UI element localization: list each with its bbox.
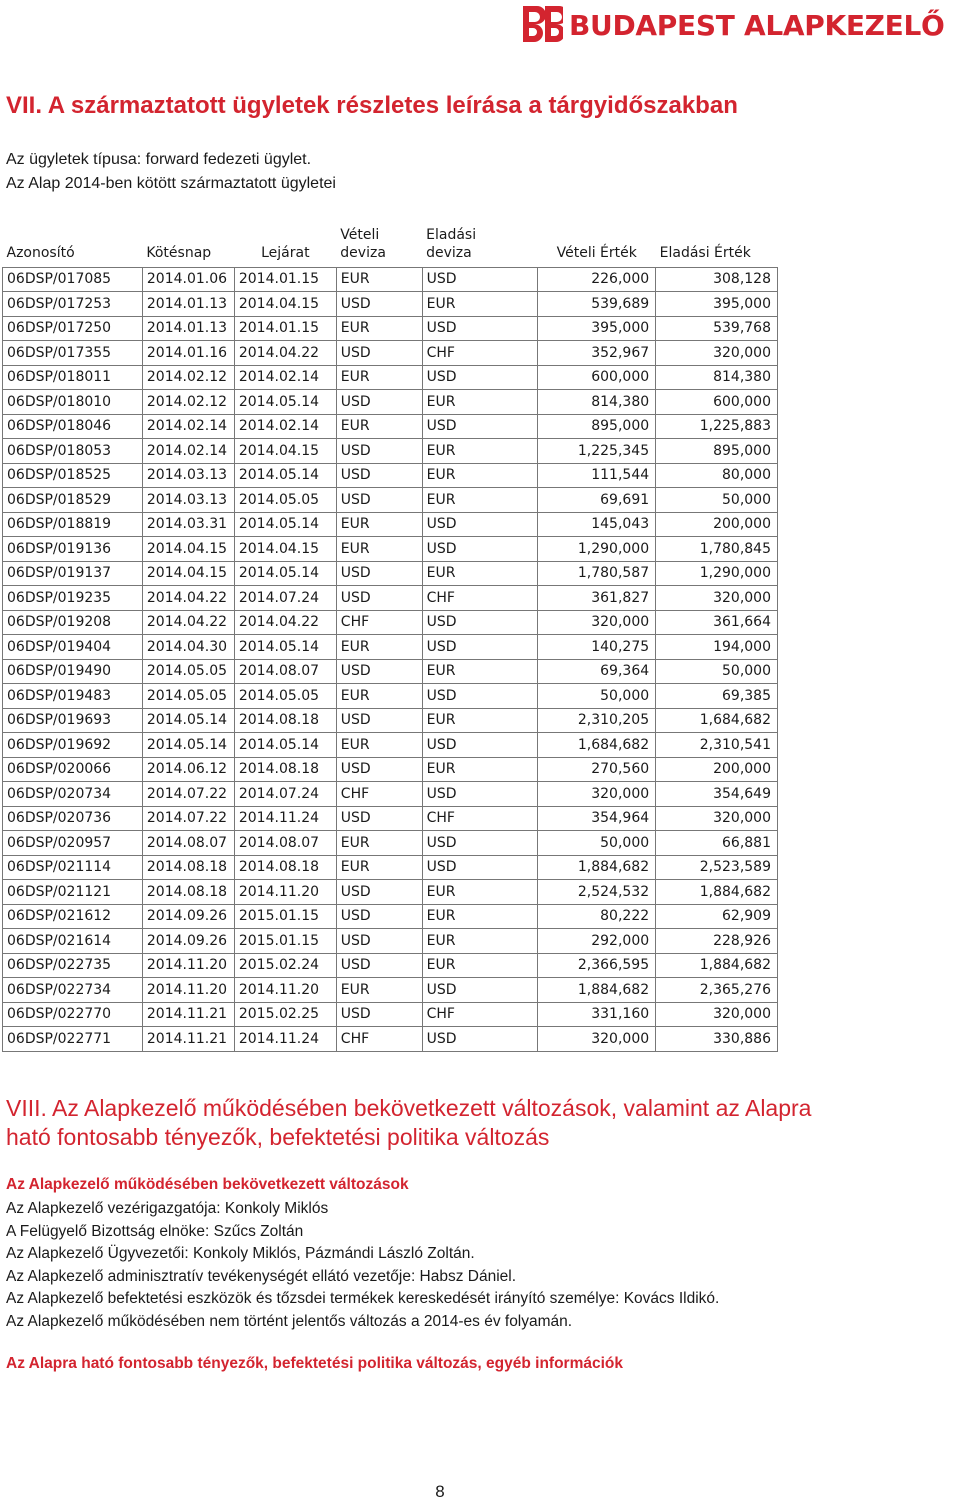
- cell-lejarat: 2014.05.05: [234, 488, 336, 513]
- cell-veteli-ertek: 2,524,532: [538, 880, 656, 905]
- cell-kotesnap: 2014.02.12: [142, 390, 234, 415]
- col-header-eladasi-deviza: [422, 222, 538, 267]
- cell-azonosito: 06DSP/017253: [3, 292, 143, 317]
- cell-veteli-ertek: 1,290,000: [538, 537, 656, 562]
- table-row: [3, 978, 778, 1003]
- cell-kotesnap: 2014.03.13: [142, 488, 234, 513]
- cell-lejarat: 2014.08.07: [234, 831, 336, 856]
- cell-azonosito: 06DSP/019693: [3, 708, 143, 733]
- cell-lejarat: 2014.05.14: [234, 512, 336, 537]
- cell-kotesnap: 2014.03.31: [142, 512, 234, 537]
- cell-eladasi-ertek: 66,881: [656, 831, 778, 856]
- cell-veteli-deviza: CHF: [336, 782, 422, 807]
- company-logo: [519, 2, 945, 48]
- table-row: [3, 414, 778, 439]
- cell-kotesnap: 2014.11.21: [142, 1027, 234, 1052]
- cell-eladasi-deviza: CHF: [422, 806, 538, 831]
- management-info: [6, 1198, 719, 1334]
- cell-veteli-ertek: 539,689: [538, 292, 656, 317]
- table-row: [3, 341, 778, 366]
- cell-azonosito: 06DSP/020736: [3, 806, 143, 831]
- cell-veteli-ertek: 1,884,682: [538, 978, 656, 1003]
- cell-veteli-deviza: EUR: [336, 512, 422, 537]
- cell-kotesnap: 2014.04.22: [142, 610, 234, 635]
- cell-eladasi-deviza: CHF: [422, 586, 538, 611]
- cell-eladasi-ertek: 320,000: [656, 1002, 778, 1027]
- cell-kotesnap: 2014.08.18: [142, 880, 234, 905]
- cell-veteli-ertek: 226,000: [538, 267, 656, 292]
- cell-lejarat: 2014.02.14: [234, 365, 336, 390]
- cell-veteli-deviza: USD: [336, 1002, 422, 1027]
- cell-kotesnap: 2014.07.22: [142, 806, 234, 831]
- cell-veteli-ertek: 270,560: [538, 757, 656, 782]
- cell-eladasi-deviza: EUR: [422, 488, 538, 513]
- cell-azonosito: 06DSP/018053: [3, 439, 143, 464]
- cell-veteli-ertek: 292,000: [538, 929, 656, 954]
- cell-eladasi-ertek: 361,664: [656, 610, 778, 635]
- cell-eladasi-deviza: EUR: [422, 463, 538, 488]
- cell-eladasi-deviza: CHF: [422, 1002, 538, 1027]
- cell-eladasi-ertek: 600,000: [656, 390, 778, 415]
- cell-eladasi-deviza: EUR: [422, 708, 538, 733]
- col-header-eladasi-deviza-line2: deviza: [426, 244, 472, 261]
- cell-veteli-deviza: EUR: [336, 365, 422, 390]
- table-row: [3, 561, 778, 586]
- section-8-title-line2: ható fontosabb tényezők, befektetési politika változás: [6, 1124, 550, 1150]
- cell-lejarat: 2014.04.22: [234, 610, 336, 635]
- cell-lejarat: 2014.07.24: [234, 782, 336, 807]
- cell-eladasi-deviza: USD: [422, 267, 538, 292]
- cell-eladasi-ertek: 308,128: [656, 267, 778, 292]
- cell-veteli-deviza: USD: [336, 586, 422, 611]
- table-row: [3, 757, 778, 782]
- table-row: [3, 880, 778, 905]
- cell-azonosito: 06DSP/019137: [3, 561, 143, 586]
- table-body: [3, 267, 778, 1051]
- cell-veteli-deviza: EUR: [336, 414, 422, 439]
- col-header-eladasi-deviza-line1: Eladási: [426, 226, 477, 243]
- cell-veteli-ertek: 111,544: [538, 463, 656, 488]
- cell-lejarat: 2014.07.24: [234, 586, 336, 611]
- cell-veteli-ertek: 320,000: [538, 782, 656, 807]
- table-header-row: [3, 222, 778, 267]
- cell-veteli-deviza: USD: [336, 708, 422, 733]
- cell-veteli-deviza: USD: [336, 757, 422, 782]
- cell-veteli-ertek: 50,000: [538, 831, 656, 856]
- col-header-kotesnap: Kötésnap: [146, 244, 212, 261]
- table-row: [3, 390, 778, 415]
- cell-eladasi-deviza: USD: [422, 733, 538, 758]
- table-row: [3, 292, 778, 317]
- cell-eladasi-ertek: 320,000: [656, 586, 778, 611]
- cell-eladasi-deviza: CHF: [422, 341, 538, 366]
- cell-eladasi-ertek: 814,380: [656, 365, 778, 390]
- table-row: [3, 953, 778, 978]
- cell-veteli-ertek: 1,884,682: [538, 855, 656, 880]
- cell-azonosito: 06DSP/019483: [3, 684, 143, 709]
- cell-kotesnap: 2014.08.18: [142, 855, 234, 880]
- cell-veteli-ertek: 395,000: [538, 316, 656, 341]
- table-row: [3, 708, 778, 733]
- cell-veteli-deviza: USD: [336, 390, 422, 415]
- col-header-veteli-deviza-line2: deviza: [340, 244, 386, 261]
- cell-lejarat: 2014.05.14: [234, 733, 336, 758]
- transaction-type-text: Az ügyletek típusa: forward fedezeti ügylet.: [6, 151, 312, 168]
- cell-eladasi-ertek: 2,523,589: [656, 855, 778, 880]
- cell-veteli-ertek: 1,684,682: [538, 733, 656, 758]
- derivatives-table: [2, 222, 778, 1052]
- cell-eladasi-deviza: EUR: [422, 929, 538, 954]
- cell-kotesnap: 2014.04.30: [142, 635, 234, 660]
- info-line-trading-head: Az Alapkezelő befektetési eszközök és tőzsdei termékek kereskedését irányító személye: Kovács Ildikó.: [6, 1290, 720, 1308]
- cell-azonosito: 06DSP/017085: [3, 267, 143, 292]
- cell-eladasi-deviza: EUR: [422, 439, 538, 464]
- cell-azonosito: 06DSP/020957: [3, 831, 143, 856]
- cell-eladasi-deviza: USD: [422, 635, 538, 660]
- cell-veteli-ertek: 69,691: [538, 488, 656, 513]
- info-line-board-chair: A Felügyelő Bizottság elnöke: Szűcs Zoltán: [6, 1222, 304, 1240]
- cell-veteli-deviza: USD: [336, 953, 422, 978]
- cell-kotesnap: 2014.11.20: [142, 953, 234, 978]
- changes-subheading: Az Alapkezelő működésében bekövetkezett változások: [6, 1176, 409, 1193]
- cell-eladasi-deviza: EUR: [422, 561, 538, 586]
- cell-veteli-ertek: 1,225,345: [538, 439, 656, 464]
- table-row: [3, 267, 778, 292]
- cell-eladasi-deviza: EUR: [422, 659, 538, 684]
- cell-veteli-deviza: USD: [336, 292, 422, 317]
- table-row: [3, 806, 778, 831]
- cell-azonosito: 06DSP/018046: [3, 414, 143, 439]
- cell-lejarat: 2014.11.24: [234, 1027, 336, 1052]
- table-row: [3, 659, 778, 684]
- cell-azonosito: 06DSP/018010: [3, 390, 143, 415]
- table-row: [3, 439, 778, 464]
- page-number: 8: [435, 1482, 445, 1501]
- cell-veteli-deviza: USD: [336, 659, 422, 684]
- cell-eladasi-ertek: 69,385: [656, 684, 778, 709]
- cell-eladasi-ertek: 539,768: [656, 316, 778, 341]
- cell-azonosito: 06DSP/021121: [3, 880, 143, 905]
- cell-eladasi-deviza: USD: [422, 855, 538, 880]
- cell-kotesnap: 2014.05.14: [142, 708, 234, 733]
- table-row: [3, 929, 778, 954]
- cell-lejarat: 2014.05.05: [234, 684, 336, 709]
- cell-kotesnap: 2014.04.15: [142, 561, 234, 586]
- cell-veteli-deviza: USD: [336, 880, 422, 905]
- info-line-ceo: Az Alapkezelő vezérigazgatója: Konkoly Miklós: [6, 1200, 329, 1217]
- col-header-veteli-deviza: [336, 222, 422, 267]
- cell-lejarat: 2015.01.15: [234, 904, 336, 929]
- table-row: [3, 512, 778, 537]
- cell-veteli-deviza: EUR: [336, 684, 422, 709]
- cell-eladasi-ertek: 320,000: [656, 341, 778, 366]
- cell-veteli-deviza: EUR: [336, 316, 422, 341]
- cell-eladasi-deviza: USD: [422, 831, 538, 856]
- cell-lejarat: 2014.04.15: [234, 537, 336, 562]
- cell-veteli-deviza: EUR: [336, 537, 422, 562]
- logo-mark-icon: [519, 3, 563, 47]
- cell-kotesnap: 2014.03.13: [142, 463, 234, 488]
- table-caption: Az Alap 2014-ben kötött származtatott ügyletei: [6, 175, 336, 192]
- cell-eladasi-ertek: 1,225,883: [656, 414, 778, 439]
- cell-eladasi-ertek: 1,290,000: [656, 561, 778, 586]
- cell-azonosito: 06DSP/019136: [3, 537, 143, 562]
- factors-subheading: Az Alapra ható fontosabb tényezők, befektetési politika változás, egyéb információk: [6, 1355, 623, 1372]
- cell-lejarat: 2014.08.07: [234, 659, 336, 684]
- table-row: [3, 463, 778, 488]
- cell-eladasi-deviza: EUR: [422, 953, 538, 978]
- cell-eladasi-ertek: 200,000: [656, 757, 778, 782]
- cell-veteli-deviza: EUR: [336, 831, 422, 856]
- cell-eladasi-deviza: USD: [422, 1027, 538, 1052]
- cell-lejarat: 2015.02.25: [234, 1002, 336, 1027]
- cell-eladasi-ertek: 1,684,682: [656, 708, 778, 733]
- table-row: [3, 1027, 778, 1052]
- cell-veteli-ertek: 895,000: [538, 414, 656, 439]
- cell-eladasi-ertek: 194,000: [656, 635, 778, 660]
- cell-lejarat: 2014.11.24: [234, 806, 336, 831]
- cell-eladasi-deviza: USD: [422, 978, 538, 1003]
- cell-kotesnap: 2014.01.06: [142, 267, 234, 292]
- cell-eladasi-ertek: 50,000: [656, 488, 778, 513]
- cell-lejarat: 2014.04.22: [234, 341, 336, 366]
- cell-kotesnap: 2014.05.14: [142, 733, 234, 758]
- cell-lejarat: 2014.11.20: [234, 880, 336, 905]
- cell-eladasi-ertek: 80,000: [656, 463, 778, 488]
- cell-azonosito: 06DSP/019692: [3, 733, 143, 758]
- cell-lejarat: 2014.04.15: [234, 292, 336, 317]
- cell-veteli-ertek: 352,967: [538, 341, 656, 366]
- cell-eladasi-deviza: USD: [422, 537, 538, 562]
- table-row: [3, 635, 778, 660]
- cell-eladasi-ertek: 330,886: [656, 1027, 778, 1052]
- cell-lejarat: 2014.01.15: [234, 316, 336, 341]
- cell-kotesnap: 2014.08.07: [142, 831, 234, 856]
- cell-lejarat: 2014.05.14: [234, 561, 336, 586]
- info-line-no-change: Az Alapkezelő működésében nem történt jelentős változás a 2014-es év folyamán.: [6, 1312, 573, 1330]
- cell-eladasi-ertek: 1,780,845: [656, 537, 778, 562]
- cell-veteli-deviza: CHF: [336, 610, 422, 635]
- cell-eladasi-deviza: USD: [422, 610, 538, 635]
- cell-eladasi-deviza: USD: [422, 684, 538, 709]
- table-row: [3, 684, 778, 709]
- table-row: [3, 855, 778, 880]
- cell-azonosito: 06DSP/021614: [3, 929, 143, 954]
- cell-veteli-ertek: 361,827: [538, 586, 656, 611]
- cell-veteli-ertek: 145,043: [538, 512, 656, 537]
- col-header-veteli-deviza-line1: Vételi: [340, 226, 380, 243]
- cell-kotesnap: 2014.07.22: [142, 782, 234, 807]
- cell-eladasi-ertek: 895,000: [656, 439, 778, 464]
- table-row: [3, 733, 778, 758]
- cell-kotesnap: 2014.04.15: [142, 537, 234, 562]
- cell-veteli-ertek: 140,275: [538, 635, 656, 660]
- cell-eladasi-deviza: EUR: [422, 292, 538, 317]
- cell-eladasi-ertek: 354,649: [656, 782, 778, 807]
- cell-eladasi-ertek: 1,884,682: [656, 953, 778, 978]
- cell-azonosito: 06DSP/020066: [3, 757, 143, 782]
- cell-azonosito: 06DSP/020734: [3, 782, 143, 807]
- cell-azonosito: 06DSP/018529: [3, 488, 143, 513]
- cell-lejarat: 2014.01.15: [234, 267, 336, 292]
- cell-kotesnap: 2014.05.05: [142, 659, 234, 684]
- cell-eladasi-ertek: 50,000: [656, 659, 778, 684]
- table-row: [3, 537, 778, 562]
- cell-azonosito: 06DSP/019404: [3, 635, 143, 660]
- cell-lejarat: 2014.05.14: [234, 463, 336, 488]
- cell-veteli-ertek: 69,364: [538, 659, 656, 684]
- cell-kotesnap: 2014.02.12: [142, 365, 234, 390]
- cell-eladasi-deviza: USD: [422, 316, 538, 341]
- cell-eladasi-deviza: USD: [422, 782, 538, 807]
- cell-veteli-ertek: 814,380: [538, 390, 656, 415]
- cell-eladasi-ertek: 2,310,541: [656, 733, 778, 758]
- cell-kotesnap: 2014.09.26: [142, 904, 234, 929]
- section-8-title-line1: VIII. Az Alapkezelő működésében bekövetkezett változások, valamint az Alapra: [6, 1095, 812, 1121]
- col-header-eladasi-ertek: Eladási Érték: [659, 244, 751, 261]
- col-header-azonosito: Azonosító: [6, 244, 75, 261]
- cell-eladasi-deviza: EUR: [422, 390, 538, 415]
- cell-azonosito: 06DSP/018525: [3, 463, 143, 488]
- cell-veteli-deviza: USD: [336, 929, 422, 954]
- cell-azonosito: 06DSP/021114: [3, 855, 143, 880]
- cell-eladasi-deviza: EUR: [422, 904, 538, 929]
- cell-veteli-ertek: 320,000: [538, 1027, 656, 1052]
- cell-veteli-deviza: USD: [336, 806, 422, 831]
- cell-veteli-deviza: EUR: [336, 267, 422, 292]
- table-row: [3, 610, 778, 635]
- table-row: [3, 831, 778, 856]
- cell-lejarat: 2015.01.15: [234, 929, 336, 954]
- table-row: [3, 316, 778, 341]
- cell-eladasi-deviza: USD: [422, 365, 538, 390]
- cell-eladasi-ertek: 62,909: [656, 904, 778, 929]
- cell-veteli-deviza: USD: [336, 904, 422, 929]
- cell-veteli-ertek: 320,000: [538, 610, 656, 635]
- cell-veteli-deviza: EUR: [336, 978, 422, 1003]
- cell-azonosito: 06DSP/017250: [3, 316, 143, 341]
- cell-lejarat: 2014.05.14: [234, 635, 336, 660]
- cell-azonosito: 06DSP/018819: [3, 512, 143, 537]
- cell-kotesnap: 2014.11.20: [142, 978, 234, 1003]
- cell-veteli-ertek: 2,310,205: [538, 708, 656, 733]
- cell-veteli-deviza: USD: [336, 439, 422, 464]
- cell-kotesnap: 2014.06.12: [142, 757, 234, 782]
- cell-eladasi-ertek: 2,365,276: [656, 978, 778, 1003]
- cell-lejarat: 2014.04.15: [234, 439, 336, 464]
- cell-eladasi-deviza: EUR: [422, 757, 538, 782]
- logo-text: BUDAPEST ALAPKEZELŐ: [569, 8, 945, 42]
- cell-lejarat: 2014.08.18: [234, 757, 336, 782]
- table-row: [3, 782, 778, 807]
- cell-kotesnap: 2014.02.14: [142, 414, 234, 439]
- cell-kotesnap: 2014.05.05: [142, 684, 234, 709]
- cell-eladasi-ertek: 320,000: [656, 806, 778, 831]
- cell-azonosito: 06DSP/018011: [3, 365, 143, 390]
- cell-eladasi-deviza: USD: [422, 414, 538, 439]
- cell-eladasi-deviza: EUR: [422, 880, 538, 905]
- cell-kotesnap: 2014.01.13: [142, 292, 234, 317]
- col-header-veteli-ertek: Vételi Érték: [556, 244, 637, 261]
- col-header-lejarat: Lejárat: [261, 244, 310, 261]
- table-row: [3, 904, 778, 929]
- cell-azonosito: 06DSP/019208: [3, 610, 143, 635]
- cell-azonosito: 06DSP/022734: [3, 978, 143, 1003]
- cell-veteli-deviza: USD: [336, 341, 422, 366]
- cell-veteli-deviza: EUR: [336, 855, 422, 880]
- cell-veteli-ertek: 80,222: [538, 904, 656, 929]
- cell-veteli-deviza: EUR: [336, 635, 422, 660]
- cell-kotesnap: 2014.01.13: [142, 316, 234, 341]
- cell-veteli-ertek: 50,000: [538, 684, 656, 709]
- cell-veteli-ertek: 354,964: [538, 806, 656, 831]
- cell-veteli-ertek: 331,160: [538, 1002, 656, 1027]
- table-row: [3, 488, 778, 513]
- cell-azonosito: 06DSP/019235: [3, 586, 143, 611]
- cell-veteli-deviza: CHF: [336, 1027, 422, 1052]
- cell-lejarat: 2014.08.18: [234, 708, 336, 733]
- info-line-managing-directors: Az Alapkezelő Ügyvezetői: Konkoly Miklós, Pázmándi László Zoltán.: [6, 1245, 475, 1263]
- cell-kotesnap: 2014.04.22: [142, 586, 234, 611]
- cell-kotesnap: 2014.09.26: [142, 929, 234, 954]
- table-row: [3, 365, 778, 390]
- cell-veteli-ertek: 600,000: [538, 365, 656, 390]
- cell-azonosito: 06DSP/022771: [3, 1027, 143, 1052]
- cell-kotesnap: 2014.02.14: [142, 439, 234, 464]
- cell-eladasi-ertek: 228,926: [656, 929, 778, 954]
- cell-kotesnap: 2014.01.16: [142, 341, 234, 366]
- cell-lejarat: 2014.08.18: [234, 855, 336, 880]
- info-line-admin-head: Az Alapkezelő adminisztratív tevékenységét ellátó vezetője: Habsz Dániel.: [6, 1267, 517, 1285]
- cell-azonosito: 06DSP/022770: [3, 1002, 143, 1027]
- section-8-title: [6, 1094, 906, 1152]
- cell-lejarat: 2014.05.14: [234, 390, 336, 415]
- cell-lejarat: 2014.02.14: [234, 414, 336, 439]
- cell-azonosito: 06DSP/021612: [3, 904, 143, 929]
- cell-veteli-deviza: EUR: [336, 733, 422, 758]
- cell-eladasi-ertek: 1,884,682: [656, 880, 778, 905]
- table-row: [3, 586, 778, 611]
- cell-eladasi-ertek: 200,000: [656, 512, 778, 537]
- cell-azonosito: 06DSP/017355: [3, 341, 143, 366]
- cell-veteli-ertek: 1,780,587: [538, 561, 656, 586]
- cell-azonosito: 06DSP/019490: [3, 659, 143, 684]
- table-row: [3, 1002, 778, 1027]
- cell-azonosito: 06DSP/022735: [3, 953, 143, 978]
- cell-veteli-deviza: USD: [336, 561, 422, 586]
- cell-lejarat: 2015.02.24: [234, 953, 336, 978]
- cell-eladasi-ertek: 395,000: [656, 292, 778, 317]
- section-7-title: VII. A származtatott ügyletek részletes leírása a tárgyidőszakban: [6, 92, 738, 119]
- cell-kotesnap: 2014.11.21: [142, 1002, 234, 1027]
- cell-lejarat: 2014.11.20: [234, 978, 336, 1003]
- cell-veteli-ertek: 2,366,595: [538, 953, 656, 978]
- cell-veteli-deviza: USD: [336, 463, 422, 488]
- cell-veteli-deviza: USD: [336, 488, 422, 513]
- cell-eladasi-deviza: USD: [422, 512, 538, 537]
